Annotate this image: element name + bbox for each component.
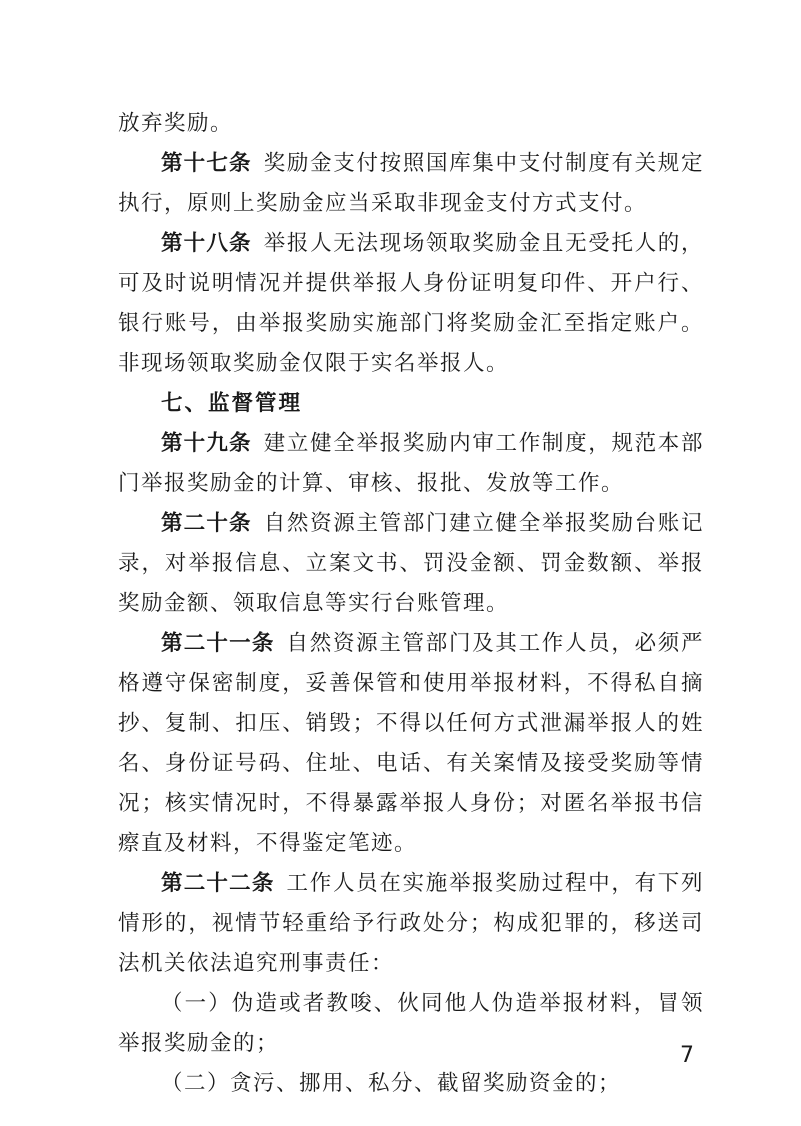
article-heading: 第十九条 [161,431,252,456]
list-item-text: （二）贪污、挪用、私分、截留奖励资金的； [161,1071,622,1096]
paragraph-text: 放弃奖励。 [118,111,234,136]
article-text: 举报人无法现场领取奖励金且无受托人的，可及时说明情况并提供举报人身份证明复印件、开户行、银行账号，由举报奖励实施部门将奖励金汇至指定账户。非现场领取奖励金仅限于实名举报人。 [118,231,704,376]
article-19 [118,424,704,504]
article-text: 奖励金支付按照国库集中支付制度有关规定执行，原则上奖励金应当采取非现金支付方式支付。 [118,151,704,216]
article-21 [118,624,704,864]
article-text: 自然资源主管部门及其工作人员，必须严格遵守保密制度，妥善保管和使用举报材料，不得私自摘抄、复制、扣压、销毁；不得以任何方式泄漏举报人的姓名、身份证号码、住址、电话、有关案情及接受奖励等情况；核实情况时，不得暴露举报人身份；对匿名举报书信瘵直及材料，不得鉴定笔迹。 [118,631,704,856]
article-17 [118,144,704,224]
list-item-text: （一）伪造或者教唆、伙同他人伪造举报材料，冒领举报奖励金的； [118,991,704,1056]
article-text: 建立健全举报奖励内审工作制度，规范本部门举报奖励金的计算、审核、报批、发放等工作。 [118,431,704,496]
article-heading: 第二十条 [161,511,252,536]
article-heading: 第十八条 [161,231,252,256]
article-20 [118,504,704,624]
document-body [118,104,704,1104]
article-heading: 第十七条 [161,151,252,176]
article-text: 工作人员在实施举报奖励过程中，有下列情形的，视情节轻重给予行政处分；构成犯罪的，移送司法机关依法追究刑事责任： [118,871,704,976]
paragraph-continuation [118,104,704,144]
section-heading: 七、监督管理 [161,391,303,416]
article-text: 自然资源主管部门建立健全举报奖励台账记录，对举报信息、立案文书、罚没金额、罚金数额、举报奖励金额、领取信息等实行台账管理。 [118,511,704,616]
list-item-1 [118,984,704,1064]
article-heading: 第二十二条 [161,871,275,896]
article-22 [118,864,704,984]
list-item-2 [118,1064,704,1104]
article-heading: 第二十一条 [161,631,275,656]
section-heading-supervision [118,384,704,424]
article-18 [118,224,704,384]
page-number: 7 [680,1043,694,1068]
